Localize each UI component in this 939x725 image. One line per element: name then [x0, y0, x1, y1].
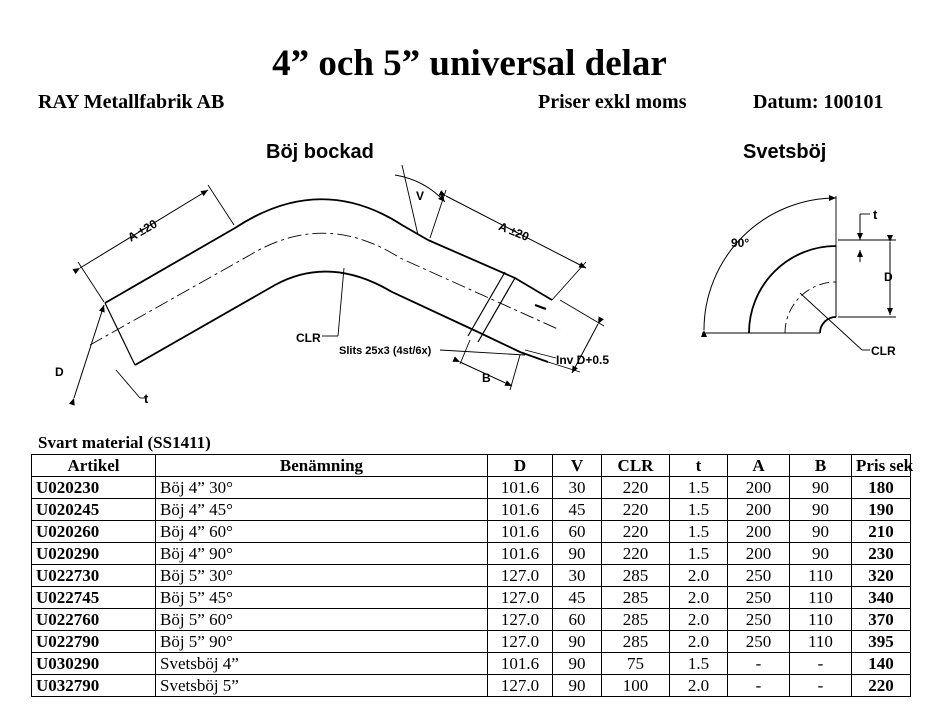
cell-d: 127.0: [488, 587, 553, 609]
cell-d: 127.0: [488, 565, 553, 587]
cell-clr: 220: [602, 521, 670, 543]
cell-artikel: U022745: [32, 587, 156, 609]
cell-clr: 285: [602, 565, 670, 587]
cell-v: 90: [553, 653, 602, 675]
header-benamning: Benämning: [156, 455, 488, 477]
cell-t: 2.0: [670, 609, 728, 631]
label-a-right: A ±20: [496, 219, 532, 244]
cell-t: 2.0: [670, 675, 728, 697]
cell-a: 250: [728, 609, 790, 631]
cell-benamning: Böj 4” 45°: [156, 499, 488, 521]
cell-d: 127.0: [488, 631, 553, 653]
table-row: [32, 477, 911, 499]
cell-t: 1.5: [670, 521, 728, 543]
label-v: V: [416, 189, 425, 203]
cell-benamning: Böj 5” 60°: [156, 609, 488, 631]
document-title: 4” och 5” universal delar: [272, 43, 667, 84]
bent-pipe-drawing: [70, 165, 604, 400]
label-a-left: A ±20: [125, 216, 160, 245]
cell-b: 90: [790, 477, 852, 499]
company-name: RAY Metallfabrik AB: [38, 91, 225, 113]
cell-d: 101.6: [488, 477, 553, 499]
cell-t: 1.5: [670, 543, 728, 565]
cell-v: 60: [553, 521, 602, 543]
cell-d: 101.6: [488, 521, 553, 543]
cell-b: 110: [790, 565, 852, 587]
table-row: [32, 653, 911, 675]
table-row: [32, 587, 911, 609]
cell-a: 200: [728, 543, 790, 565]
label-t-left: t: [144, 391, 149, 406]
cell-a: 200: [728, 499, 790, 521]
cell-clr: 220: [602, 543, 670, 565]
cell-pris: 190: [852, 499, 911, 521]
weld-elbow-drawing: [702, 196, 896, 350]
cell-pris: 370: [852, 609, 911, 631]
cell-v: 45: [553, 587, 602, 609]
cell-benamning: Svetsböj 5”: [156, 675, 488, 697]
table-header-row: [32, 455, 911, 477]
cell-d: 101.6: [488, 499, 553, 521]
cell-t: 2.0: [670, 565, 728, 587]
header-a: A: [728, 455, 790, 477]
cell-v: 30: [553, 477, 602, 499]
cell-clr: 75: [602, 653, 670, 675]
cell-artikel: U022760: [32, 609, 156, 631]
cell-clr: 285: [602, 587, 670, 609]
cell-v: 60: [553, 609, 602, 631]
cell-b: 90: [790, 521, 852, 543]
cell-benamning: Böj 4” 90°: [156, 543, 488, 565]
cell-artikel: U022790: [32, 631, 156, 653]
table-row: [32, 609, 911, 631]
cell-pris: 395: [852, 631, 911, 653]
cell-a: 250: [728, 565, 790, 587]
cell-artikel: U020260: [32, 521, 156, 543]
table-row: [32, 543, 911, 565]
cell-pris: 340: [852, 587, 911, 609]
cell-b: -: [790, 675, 852, 697]
header-v: V: [553, 455, 602, 477]
cell-t: 2.0: [670, 587, 728, 609]
cell-b: 110: [790, 631, 852, 653]
table-row: [32, 499, 911, 521]
cell-t: 1.5: [670, 653, 728, 675]
cell-a: 200: [728, 477, 790, 499]
label-clr-right: CLR: [871, 344, 896, 358]
cell-pris: 140: [852, 653, 911, 675]
bent-pipe-title: Böj bockad: [266, 141, 374, 163]
cell-benamning: Böj 5” 45°: [156, 587, 488, 609]
cell-v: 45: [553, 499, 602, 521]
cell-b: -: [790, 653, 852, 675]
cell-a: -: [728, 653, 790, 675]
cell-pris: 320: [852, 565, 911, 587]
header-b: B: [790, 455, 852, 477]
cell-v: 90: [553, 631, 602, 653]
cell-d: 101.6: [488, 653, 553, 675]
cell-v: 90: [553, 543, 602, 565]
cell-artikel: U032790: [32, 675, 156, 697]
cell-clr: 285: [602, 631, 670, 653]
cell-t: 1.5: [670, 477, 728, 499]
cell-a: 200: [728, 521, 790, 543]
price-note: Priser exkl moms: [538, 91, 687, 113]
cell-artikel: U022730: [32, 565, 156, 587]
cell-d: 127.0: [488, 609, 553, 631]
label-b: B: [482, 371, 491, 385]
header-t: t: [670, 455, 728, 477]
cell-v: 30: [553, 565, 602, 587]
table-row: [32, 631, 911, 653]
cell-b: 110: [790, 609, 852, 631]
cell-pris: 220: [852, 675, 911, 697]
cell-b: 90: [790, 499, 852, 521]
cell-a: -: [728, 675, 790, 697]
cell-clr: 100: [602, 675, 670, 697]
header-pris: Pris sek: [852, 455, 911, 477]
label-angle: 90°: [731, 236, 750, 250]
label-inv: Inv D+0.5: [556, 353, 610, 367]
cell-d: 101.6: [488, 543, 553, 565]
cell-benamning: Svetsböj 4”: [156, 653, 488, 675]
cell-clr: 220: [602, 499, 670, 521]
cell-benamning: Böj 5” 90°: [156, 631, 488, 653]
label-t-right: t: [873, 207, 878, 222]
cell-benamning: Böj 5” 30°: [156, 565, 488, 587]
cell-artikel: U020290: [32, 543, 156, 565]
cell-artikel: U030290: [32, 653, 156, 675]
price-table: [31, 454, 914, 697]
cell-clr: 220: [602, 477, 670, 499]
header-artikel: Artikel: [32, 455, 156, 477]
header-clr: CLR: [602, 455, 670, 477]
cell-clr: 285: [602, 609, 670, 631]
cell-a: 250: [728, 587, 790, 609]
cell-artikel: U020245: [32, 499, 156, 521]
cell-b: 90: [790, 543, 852, 565]
table-row: [32, 675, 911, 697]
table-row: [32, 521, 911, 543]
cell-benamning: Böj 4” 60°: [156, 521, 488, 543]
label-clr-left: CLR: [296, 331, 321, 345]
header-d: D: [488, 455, 553, 477]
cell-t: 1.5: [670, 499, 728, 521]
cell-t: 2.0: [670, 631, 728, 653]
cell-pris: 210: [852, 521, 911, 543]
label-d-left: D: [55, 365, 64, 379]
cell-pris: 230: [852, 543, 911, 565]
weld-elbow-title: Svetsböj: [743, 141, 827, 163]
cell-a: 250: [728, 631, 790, 653]
document-date: Datum: 100101: [753, 91, 884, 113]
cell-d: 127.0: [488, 675, 553, 697]
cell-benamning: Böj 4” 30°: [156, 477, 488, 499]
label-slits: Slits 25x3 (4st/6x): [339, 345, 432, 357]
table-row: [32, 565, 911, 587]
cell-b: 110: [790, 587, 852, 609]
cell-pris: 180: [852, 477, 911, 499]
cell-v: 90: [553, 675, 602, 697]
label-d-right: D: [884, 270, 893, 284]
cell-artikel: U020230: [32, 477, 156, 499]
material-caption: Svart material (SS1411): [38, 433, 211, 452]
